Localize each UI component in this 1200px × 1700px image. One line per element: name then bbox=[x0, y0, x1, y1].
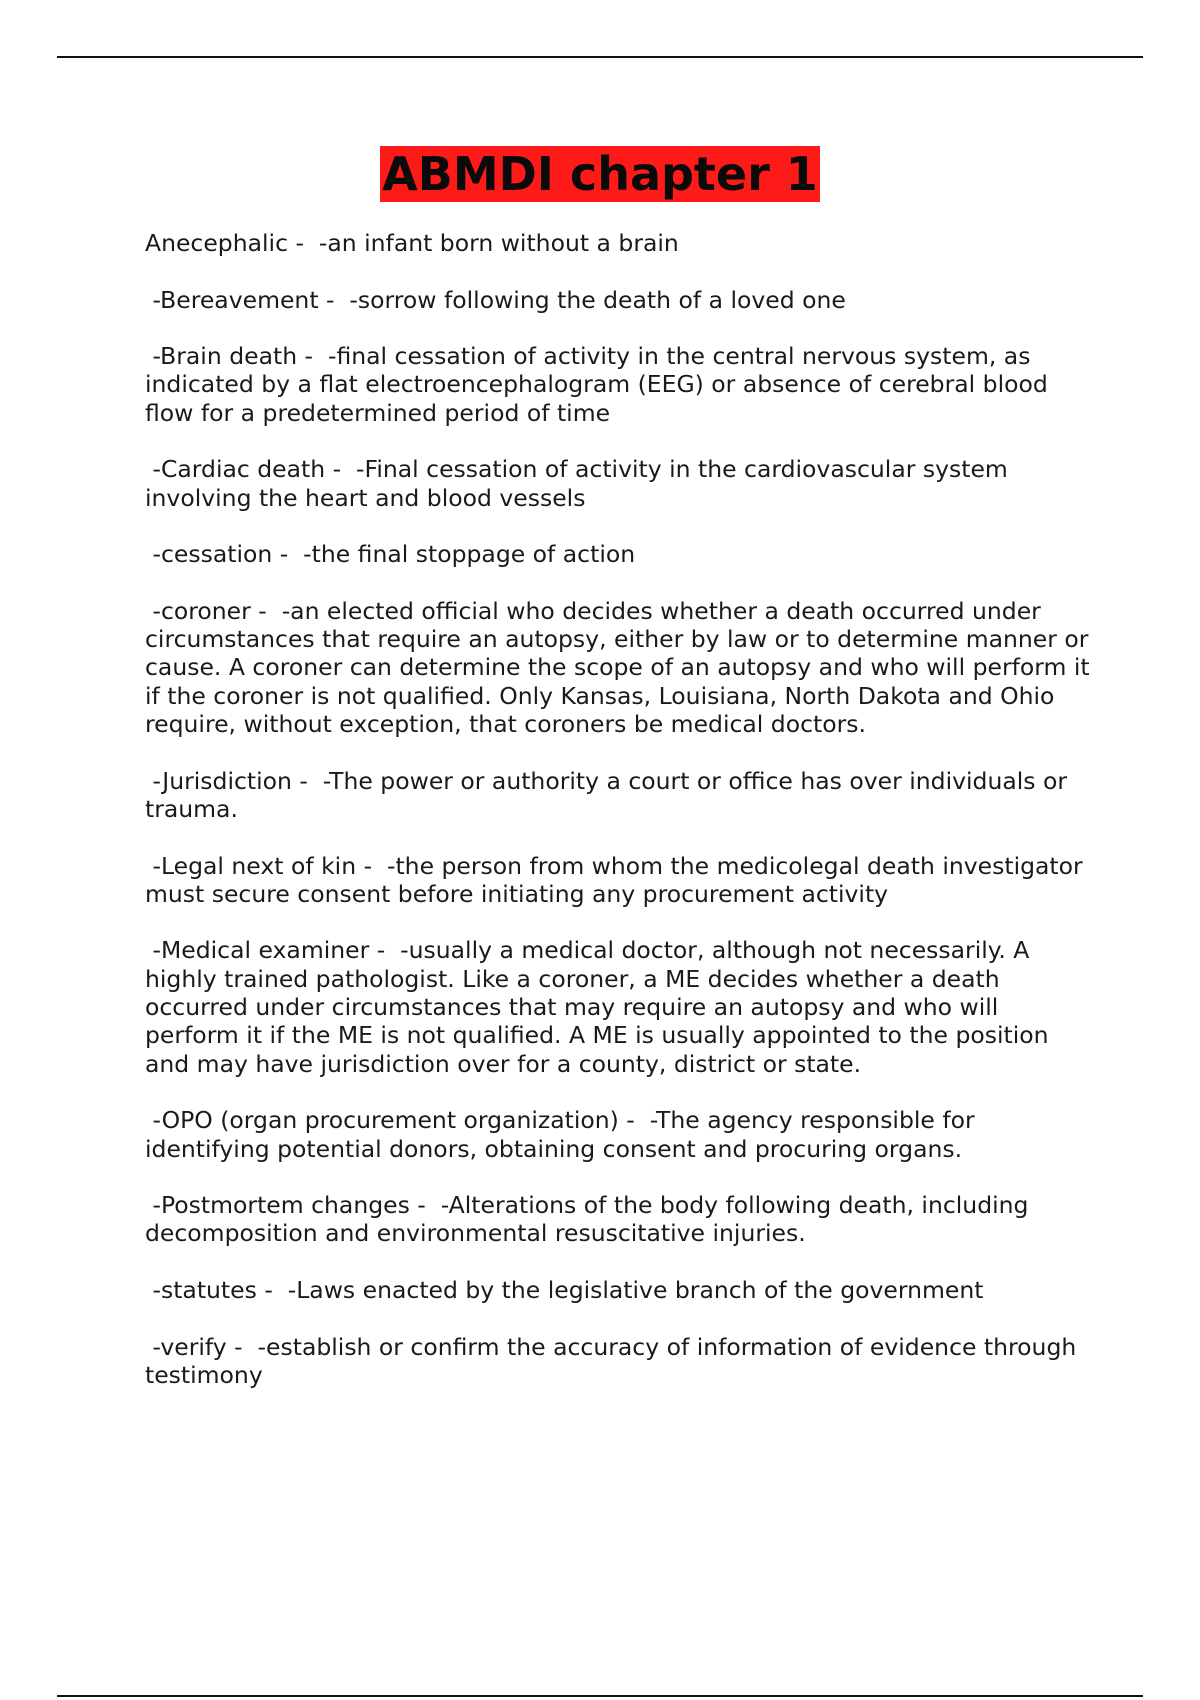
glossary-entry: -Cardiac death - -Final cessation of activity in the cardiovascular system involving the heart and blood vessels bbox=[145, 455, 1016, 512]
bottom-rule bbox=[57, 1695, 1143, 1697]
glossary-entry: -verify - -establish or confirm the accuracy of information of evidence through testimony bbox=[145, 1332, 1084, 1389]
glossary-entry: Anecephalic - -an infant born without a brain bbox=[145, 229, 679, 257]
glossary-entry: -statutes - -Laws enacted by the legislative branch of the government bbox=[145, 1275, 984, 1304]
glossary-entry: -Postmortem changes - -Alterations of the body following death, including decomposition and environmental resuscitative injuries. bbox=[145, 1191, 1036, 1248]
glossary-entry: -Jurisdiction - -The power or authority a court or office has over individuals or trauma. bbox=[145, 766, 1075, 823]
glossary-body bbox=[145, 229, 1098, 1417]
title-container bbox=[0, 146, 1200, 202]
document-title: ABMDI chapter 1 bbox=[382, 147, 818, 201]
glossary-entry: -Brain death - -final cessation of activity in the central nervous system, as indicated by a flat electroencephalogram (EEG) or absence of cerebral blood flow for a predetermined period of time bbox=[145, 342, 1056, 427]
glossary-entry: -cessation - -the final stoppage of action bbox=[145, 540, 636, 569]
top-rule bbox=[57, 56, 1143, 58]
glossary-entry: -OPO (organ procurement organization) - -The agency responsible for identifying potential donors, obtaining consent and procuring organs. bbox=[145, 1106, 983, 1163]
glossary-entry: -Bereavement - -sorrow following the death of a loved one bbox=[145, 285, 846, 314]
glossary-entry: -Medical examiner - -usually a medical doctor, although not necessarily. A highly trained pathologist. Like a coroner, a ME decides whether a death occurred under circumstances that may require an autopsy and who will perform it if the ME is not qualified. A ME is usually appointed to the position and may have jurisdiction over for a county, district or state. bbox=[145, 936, 1057, 1078]
glossary-entry: -coroner - -an elected official who decides whether a death occurred under circumstances that require an autopsy, either by law or to determine manner or cause. A coroner can determine the scope of an autopsy and who will perform it if the coroner is not qualified. Only Kansas, Louisiana, North Dakota and Ohio require, without exception, that coroners be medical doctors. bbox=[145, 596, 1098, 739]
glossary-entry: -Legal next of kin - -the person from whom the medicolegal death investigator must secure consent before initiating any procurement activity bbox=[145, 851, 1091, 908]
